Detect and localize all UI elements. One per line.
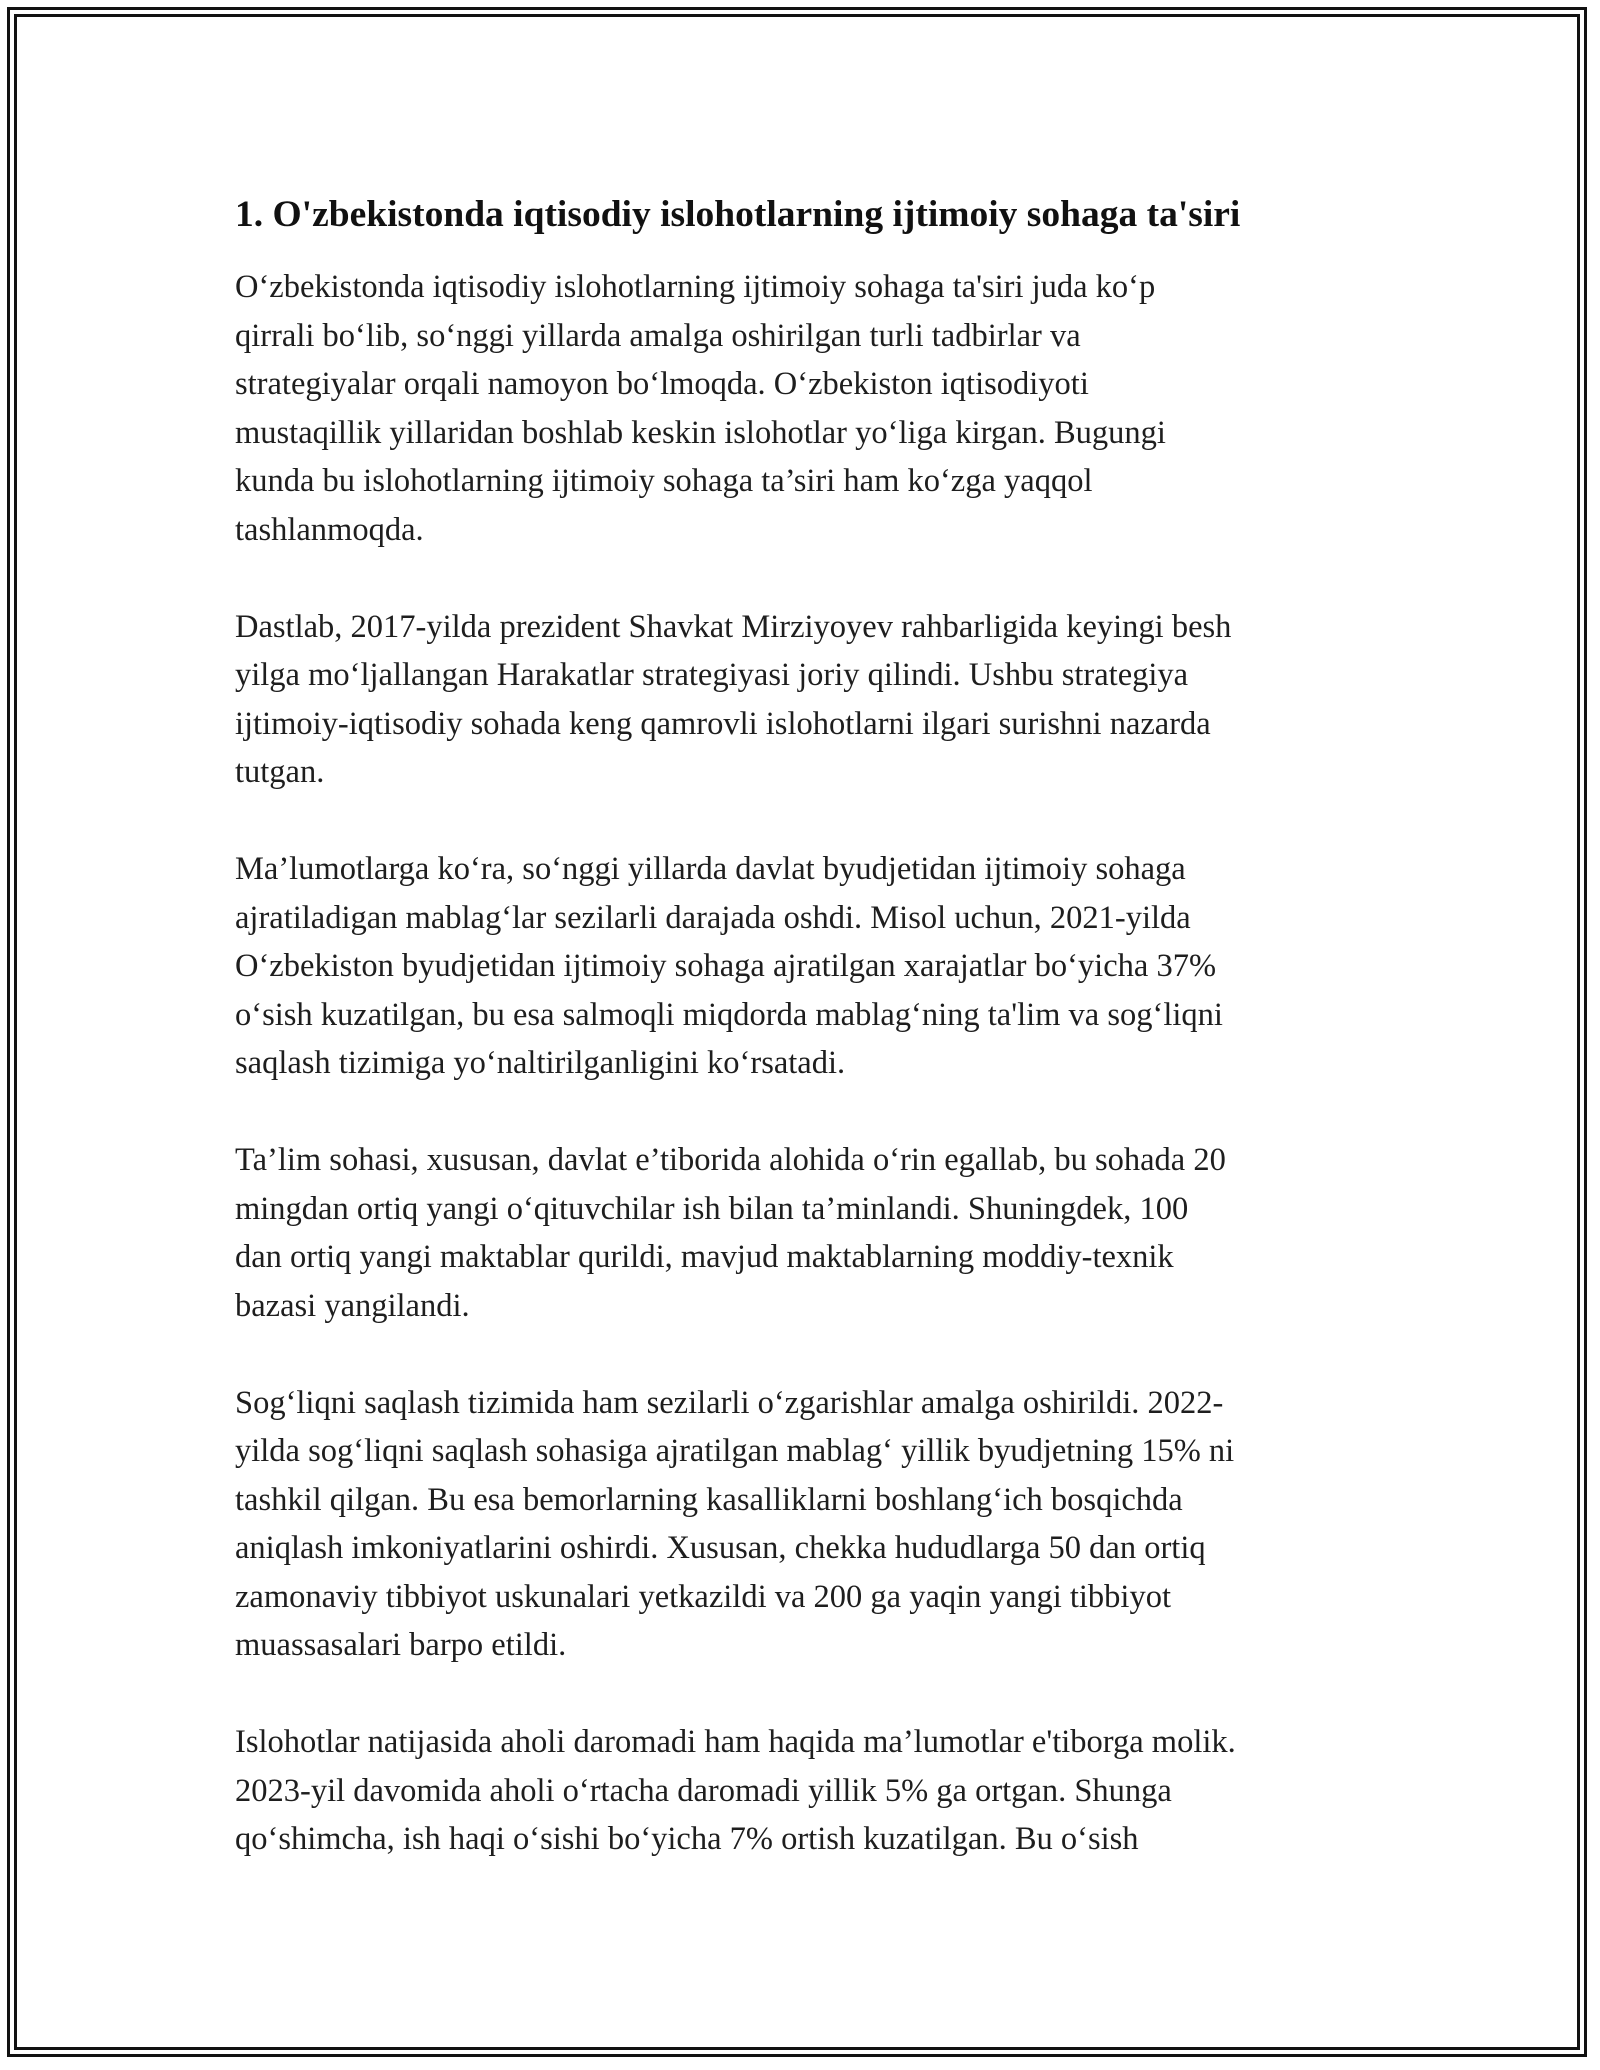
text-line: mustaqillik yillaridan boshlab keskin islohotlar yo‘liga kirgan. Bugungi (235, 414, 1166, 451)
text-line: zamonaviy tibbiyot uskunalari yetkazildi va 200 ga yaqin yangi tibbiyot (235, 1578, 1171, 1615)
text-line: qo‘shimcha, ish haqi o‘sishi bo‘yicha 7% ortish kuzatilgan. Bu o‘sish (235, 1821, 1139, 1857)
paragraph-education (235, 1136, 1375, 1330)
text-line: bazasi yangilandi. (235, 1287, 470, 1324)
text-line: saqlash tizimiga yo‘naltirilganligini ko‘rsatadi. (235, 1045, 846, 1081)
paragraph-healthcare (235, 1379, 1375, 1670)
text-line: O‘zbekistonda iqtisodiy islohotlarning ijtimoiy sohaga ta'siri juda ko‘p (235, 269, 1156, 305)
paragraph-intro (235, 263, 1375, 554)
text-line: Dastlab, 2017-yilda prezident Shavkat Mirziyoyev rahbarligida keyingi besh (235, 608, 1232, 645)
section-heading: 1. O'zbekistonda iqtisodiy islohotlarning ijtimoiy sohaga ta'siri (235, 194, 1241, 235)
text-line: aniqlash imkoniyatlarini oshirdi. Xususan, chekka hududlarga 50 dan ortiq (235, 1530, 1206, 1566)
text-line: O‘zbekiston byudjetidan ijtimoiy sohaga ajratilgan xarajatlar bo‘yicha 37% (235, 948, 1217, 984)
text-line: o‘sish kuzatilgan, bu esa salmoqli miqdorda mablag‘ning ta'lim va sog‘liqni (235, 996, 1223, 1033)
text-line: dan ortiq yangi maktablar qurildi, mavjud maktablarning moddiy-texnik (235, 1239, 1174, 1275)
text-line: tutgan. (235, 754, 325, 790)
paragraph-income (235, 1718, 1375, 1864)
text-line: yilda sog‘liqni saqlash sohasiga ajratilgan mablag‘ yillik byudjetning 15% ni (235, 1433, 1235, 1469)
text-line: Ta’lim sohasi, xususan, davlat e’tiborida alohida o‘rin egallab, bu sohada 20 (235, 1142, 1226, 1178)
text-line: qirrali bo‘lib, so‘nggi yillarda amalga oshirilgan turli tadbirlar va (235, 317, 1081, 354)
paragraph-strategy (235, 603, 1375, 797)
text-line: 2023-yil davomida aholi o‘rtacha daromadi yillik 5% ga ortgan. Shunga (235, 1772, 1172, 1809)
text-line: tashlanmoqda. (235, 511, 424, 548)
text-line: ijtimoiy-iqtisodiy sohada keng qamrovli islohotlarni ilgari surishni nazarda (235, 705, 1211, 742)
paragraph-budget (235, 845, 1375, 1088)
text-line: Sog‘liqni saqlash tizimida ham sezilarli o‘zgarishlar amalga oshirildi. 2022- (235, 1384, 1224, 1421)
document-body (235, 185, 1375, 1912)
text-line: mingdan ortiq yangi o‘qituvchilar ish bilan ta’minlandi. Shuningdek, 100 (235, 1190, 1189, 1227)
text-line: Islohotlar natijasida aholi daromadi ham haqida ma’lumotlar e'tiborga molik. (235, 1724, 1236, 1760)
text-line: strategiyalar orqali namoyon bo‘lmoqda. O‘zbekiston iqtisodiyoti (235, 366, 1089, 402)
text-line: tashkil qilgan. Bu esa bemorlarning kasalliklarni boshlang‘ich bosqichda (235, 1481, 1183, 1518)
text-line: kunda bu islohotlarning ijtimoiy sohaga ta’siri ham ko‘zga yaqqol (235, 463, 1093, 499)
text-line: Ma’lumotlarga ko‘ra, so‘nggi yillarda davlat byudjetidan ijtimoiy sohaga (235, 851, 1186, 887)
text-line: yilga mo‘ljallangan Harakatlar strategiyasi joriy qilindi. Ushbu strategiya (235, 657, 1189, 693)
text-line: ajratiladigan mablag‘lar sezilarli darajada oshdi. Misol uchun, 2021-yilda (235, 899, 1191, 936)
text-line: muassasalari barpo etildi. (235, 1627, 567, 1663)
